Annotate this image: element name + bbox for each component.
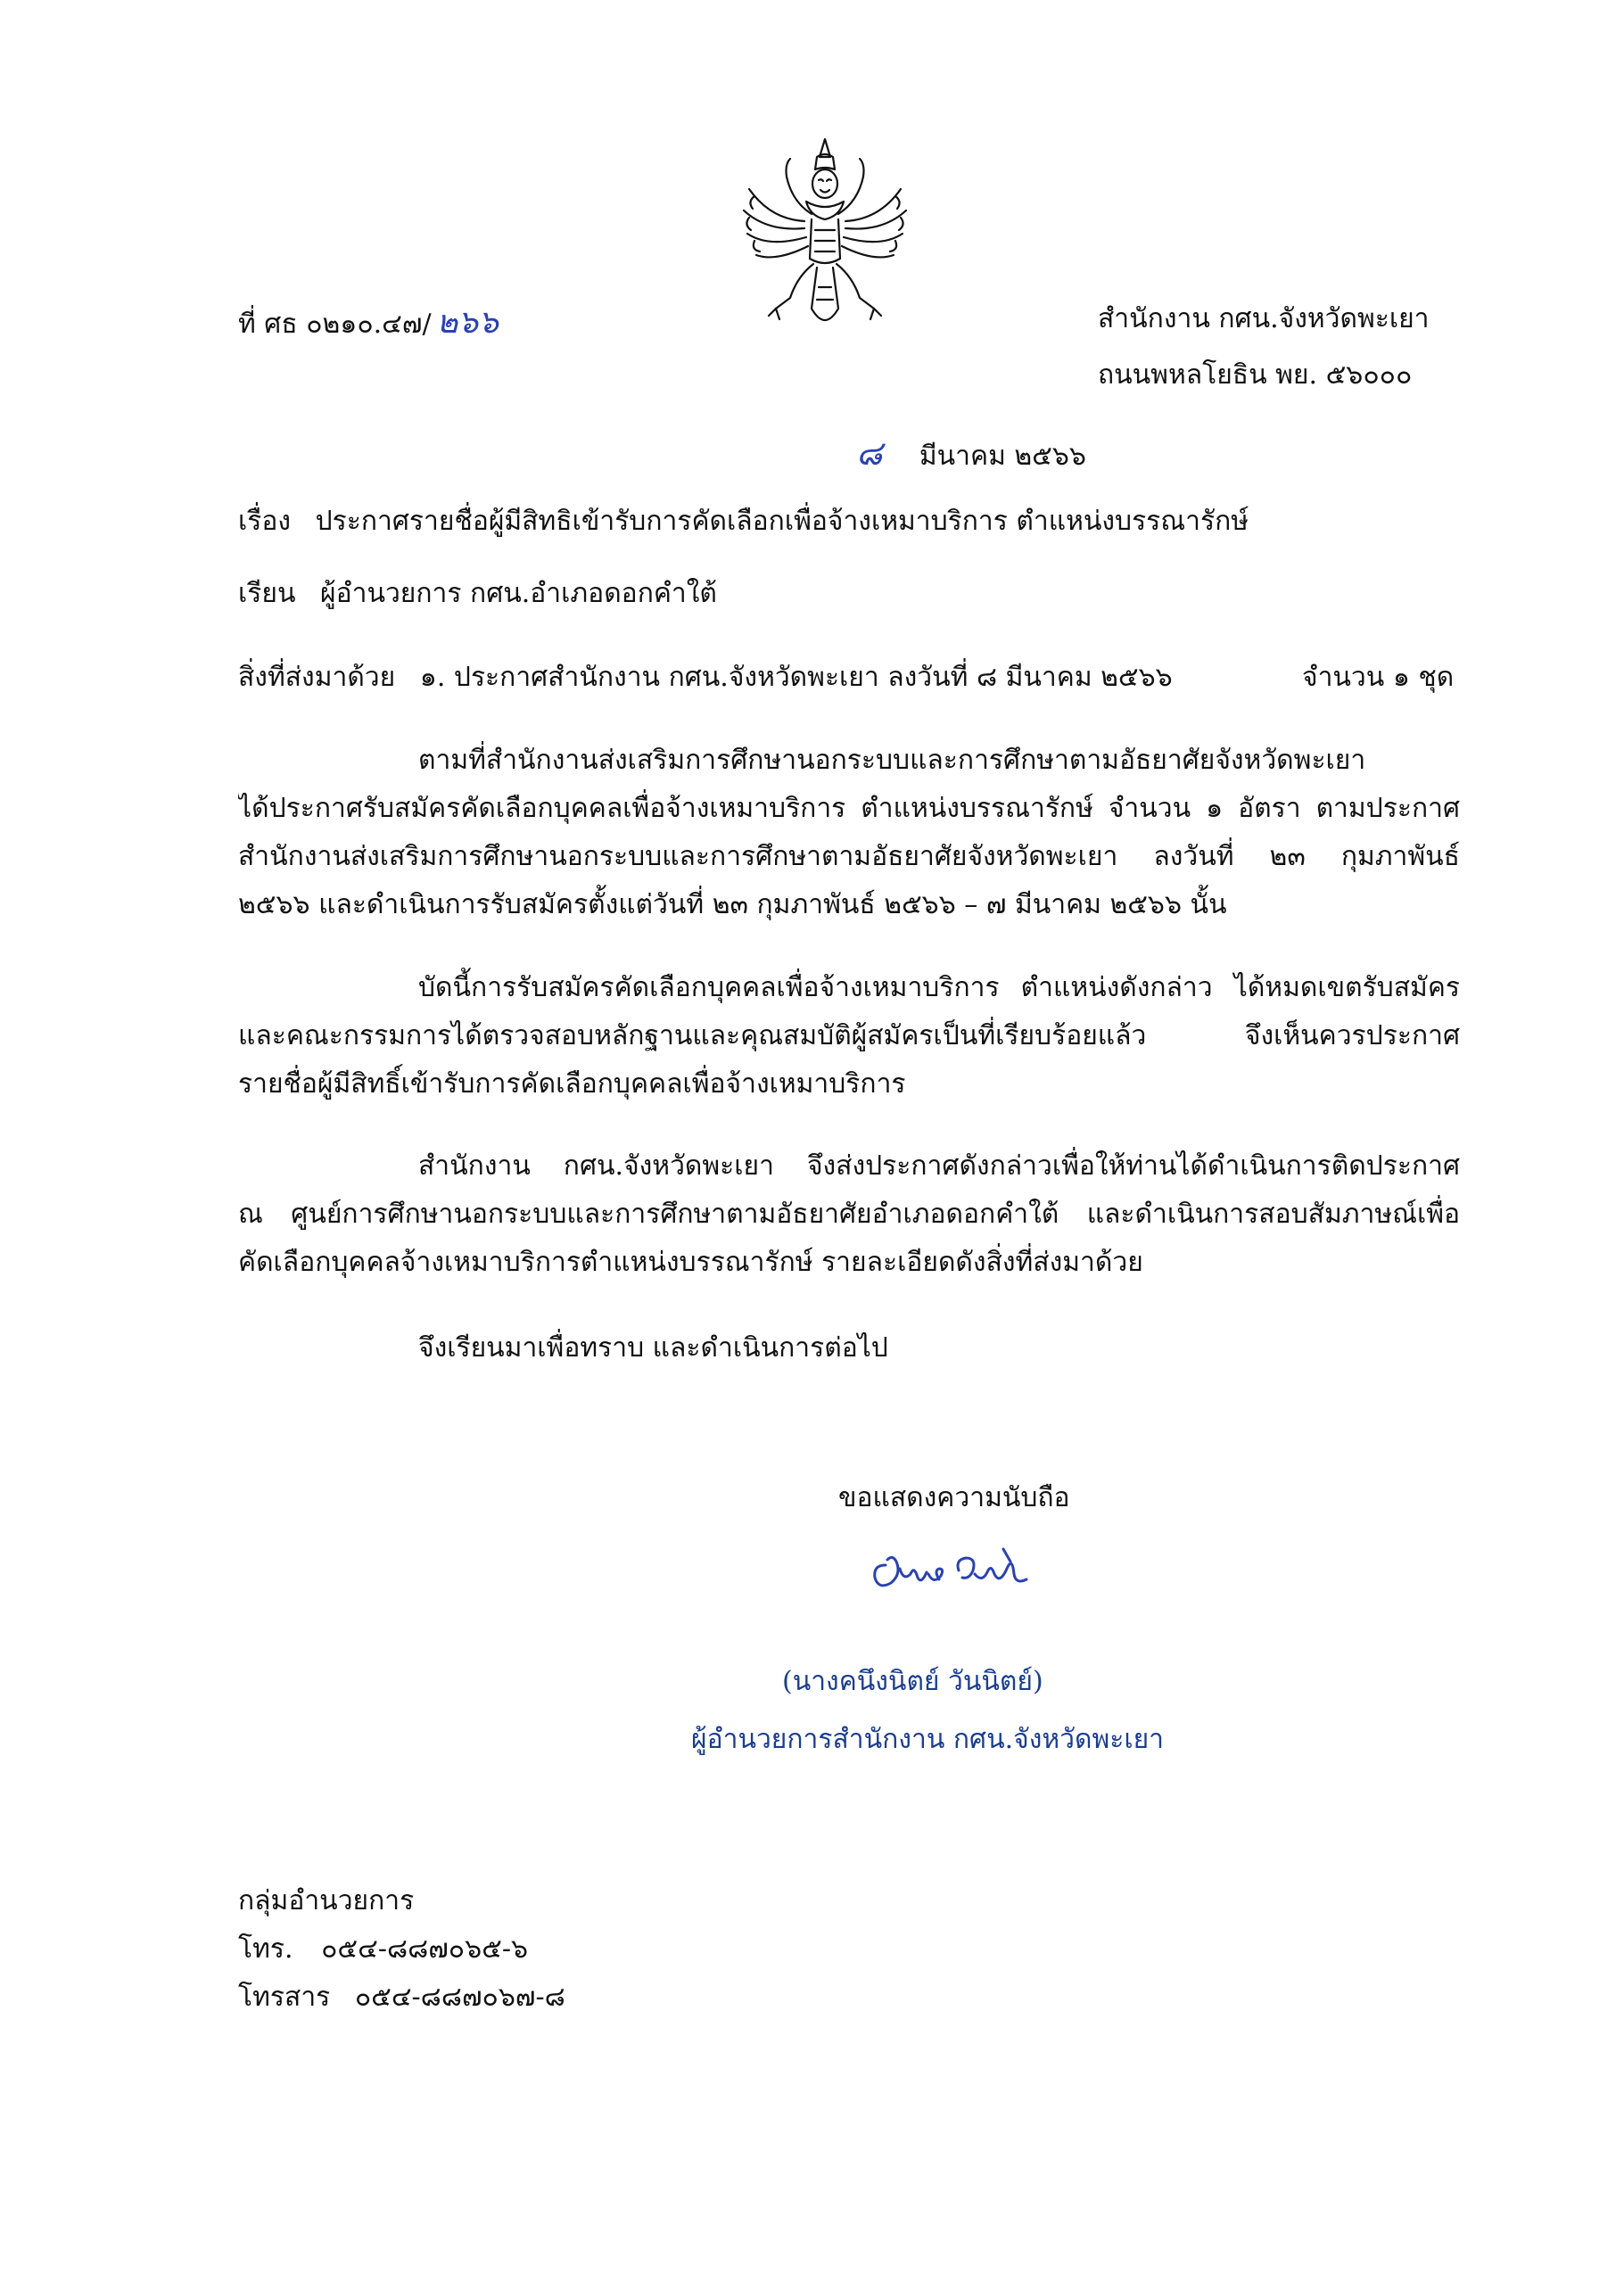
handwritten-date-day: ๘ [856, 433, 883, 473]
fax-number: ๐๕๔-๘๘๗๐๖๗-๘ [354, 1982, 565, 2013]
phone-number: ๐๕๔-๘๘๗๐๖๕-๖ [321, 1933, 529, 1965]
subject-label: เรื่อง [238, 506, 292, 537]
paragraph-1-line: ๒๕๖๖ และดำเนินการรับสมัครตั้งแต่วันที่ ๒๓ กุมภาพันธ์ ๒๕๖๖ – ๗ มีนาคม ๒๕๖๖ นั้น [238, 889, 1227, 920]
signatory-position: ผู้อำนวยการสำนักงาน กศน.จังหวัดพะเยา [691, 1724, 1165, 1755]
garuda-emblem [740, 134, 910, 339]
footer-department: กลุ่มอำนวยการ [238, 1885, 415, 1916]
paragraph-1-line: สำนักงานส่งเสริมการศึกษานอกระบบและการศึกษาตามอัธยาศัยจังหวัดพะเยา ลงวันที่ ๒๓ กุมภาพันธ์ [238, 841, 1460, 872]
phone-label: โทร. [238, 1933, 293, 1965]
salutation: ขอแสดงความนับถือ [838, 1482, 1070, 1513]
recipient-line [238, 578, 717, 610]
office-address: ถนนพหลโยธิน พย. ๕๖๐๐๐ [1098, 359, 1413, 391]
recipient-text: ผู้อำนวยการ กศน.อำเภอดอกคำใต้ [320, 578, 717, 609]
letter-date [856, 433, 1086, 474]
paragraph-2-line: และคณะกรรมการได้ตรวจสอบหลักฐานและคุณสมบัติผู้สมัครเป็นที่เรียบร้อยแล้ว จึงเห็นควรประกาศ [238, 1020, 1460, 1051]
body-paragraph-1 [238, 737, 1460, 929]
body-paragraph-2 [238, 964, 1460, 1109]
signatory-name: (นางคนึงนิตย์ วันนิตย์) [782, 1666, 1043, 1697]
handwritten-reference-number: ๒๖๖ [436, 304, 499, 341]
paragraph-3-line: ณ ศูนย์การศึกษานอกระบบและการศึกษาตามอัธยาศัยอำเภอดอกคำใต้ และดำเนินการสอบสัมภาษณ์เพื่อ [238, 1199, 1460, 1230]
paragraph-2-line: รายชื่อผู้มีสิทธิ์เข้ารับการคัดเลือกบุคคลเพื่อจ้างเหมาบริการ [238, 1068, 906, 1100]
handwritten-signature [870, 1538, 1039, 1601]
paragraph-3-line: คัดเลือกบุคคลจ้างเหมาบริการตำแหน่งบรรณารักษ์ รายละเอียดดังสิ่งที่ส่งมาด้วย [238, 1247, 1143, 1278]
enclosure-line [238, 662, 1173, 694]
footer-fax [238, 1982, 565, 2014]
office-name: สำนักงาน กศน.จังหวัดพะเยา [1098, 303, 1430, 334]
subject-text: ประกาศรายชื่อผู้มีสิทธิเข้ารับการคัดเลือกเพื่อจ้างเหมาบริการ ตำแหน่งบรรณารักษ์ [315, 506, 1249, 537]
enclosure-label: สิ่งที่ส่งมาด้วย [238, 662, 396, 693]
footer-phone [238, 1933, 528, 1966]
enclosure-count: จำนวน ๑ ชุด [1302, 662, 1455, 693]
date-month-year: มีนาคม ๒๕๖๖ [919, 441, 1086, 472]
fax-label: โทรสาร [238, 1982, 331, 2013]
paragraph-3-line: สำนักงาน กศน.จังหวัดพะเยา จึงส่งประกาศดังกล่าวเพื่อให้ท่านได้ดำเนินการติดประกาศ [418, 1150, 1460, 1182]
recipient-label: เรียน [238, 578, 296, 609]
subject-line [238, 506, 1249, 538]
closing-line: จึงเรียนมาเพื่อทราบ และดำเนินการต่อไป [418, 1332, 888, 1364]
reference-label: ที่ ศธ ๐๒๑๐.๔๗/ [238, 309, 432, 340]
body-paragraph-3 [238, 1142, 1460, 1287]
paragraph-1-line: ตามที่สำนักงานส่งเสริมการศึกษานอกระบบและการศึกษาตามอัธยาศัยจังหวัดพะเยา [418, 745, 1366, 776]
reference-number [238, 303, 499, 342]
paragraph-2-line: บัดนี้การรับสมัครคัดเลือกบุคคลเพื่อจ้างเหมาบริการ ตำแหน่งดังกล่าว ได้หมดเขตรับสมัคร [418, 972, 1460, 1003]
paragraph-1-line: ได้ประกาศรับสมัครคัดเลือกบุคคลเพื่อจ้างเหมาบริการ ตำแหน่งบรรณารักษ์ จำนวน ๑ อัตรา ตามประกาศ [238, 793, 1460, 824]
enclosure-text: ๑. ประกาศสำนักงาน กศน.จังหวัดพะเยา ลงวันที่ ๘ มีนาคม ๒๕๖๖ [419, 662, 1173, 693]
